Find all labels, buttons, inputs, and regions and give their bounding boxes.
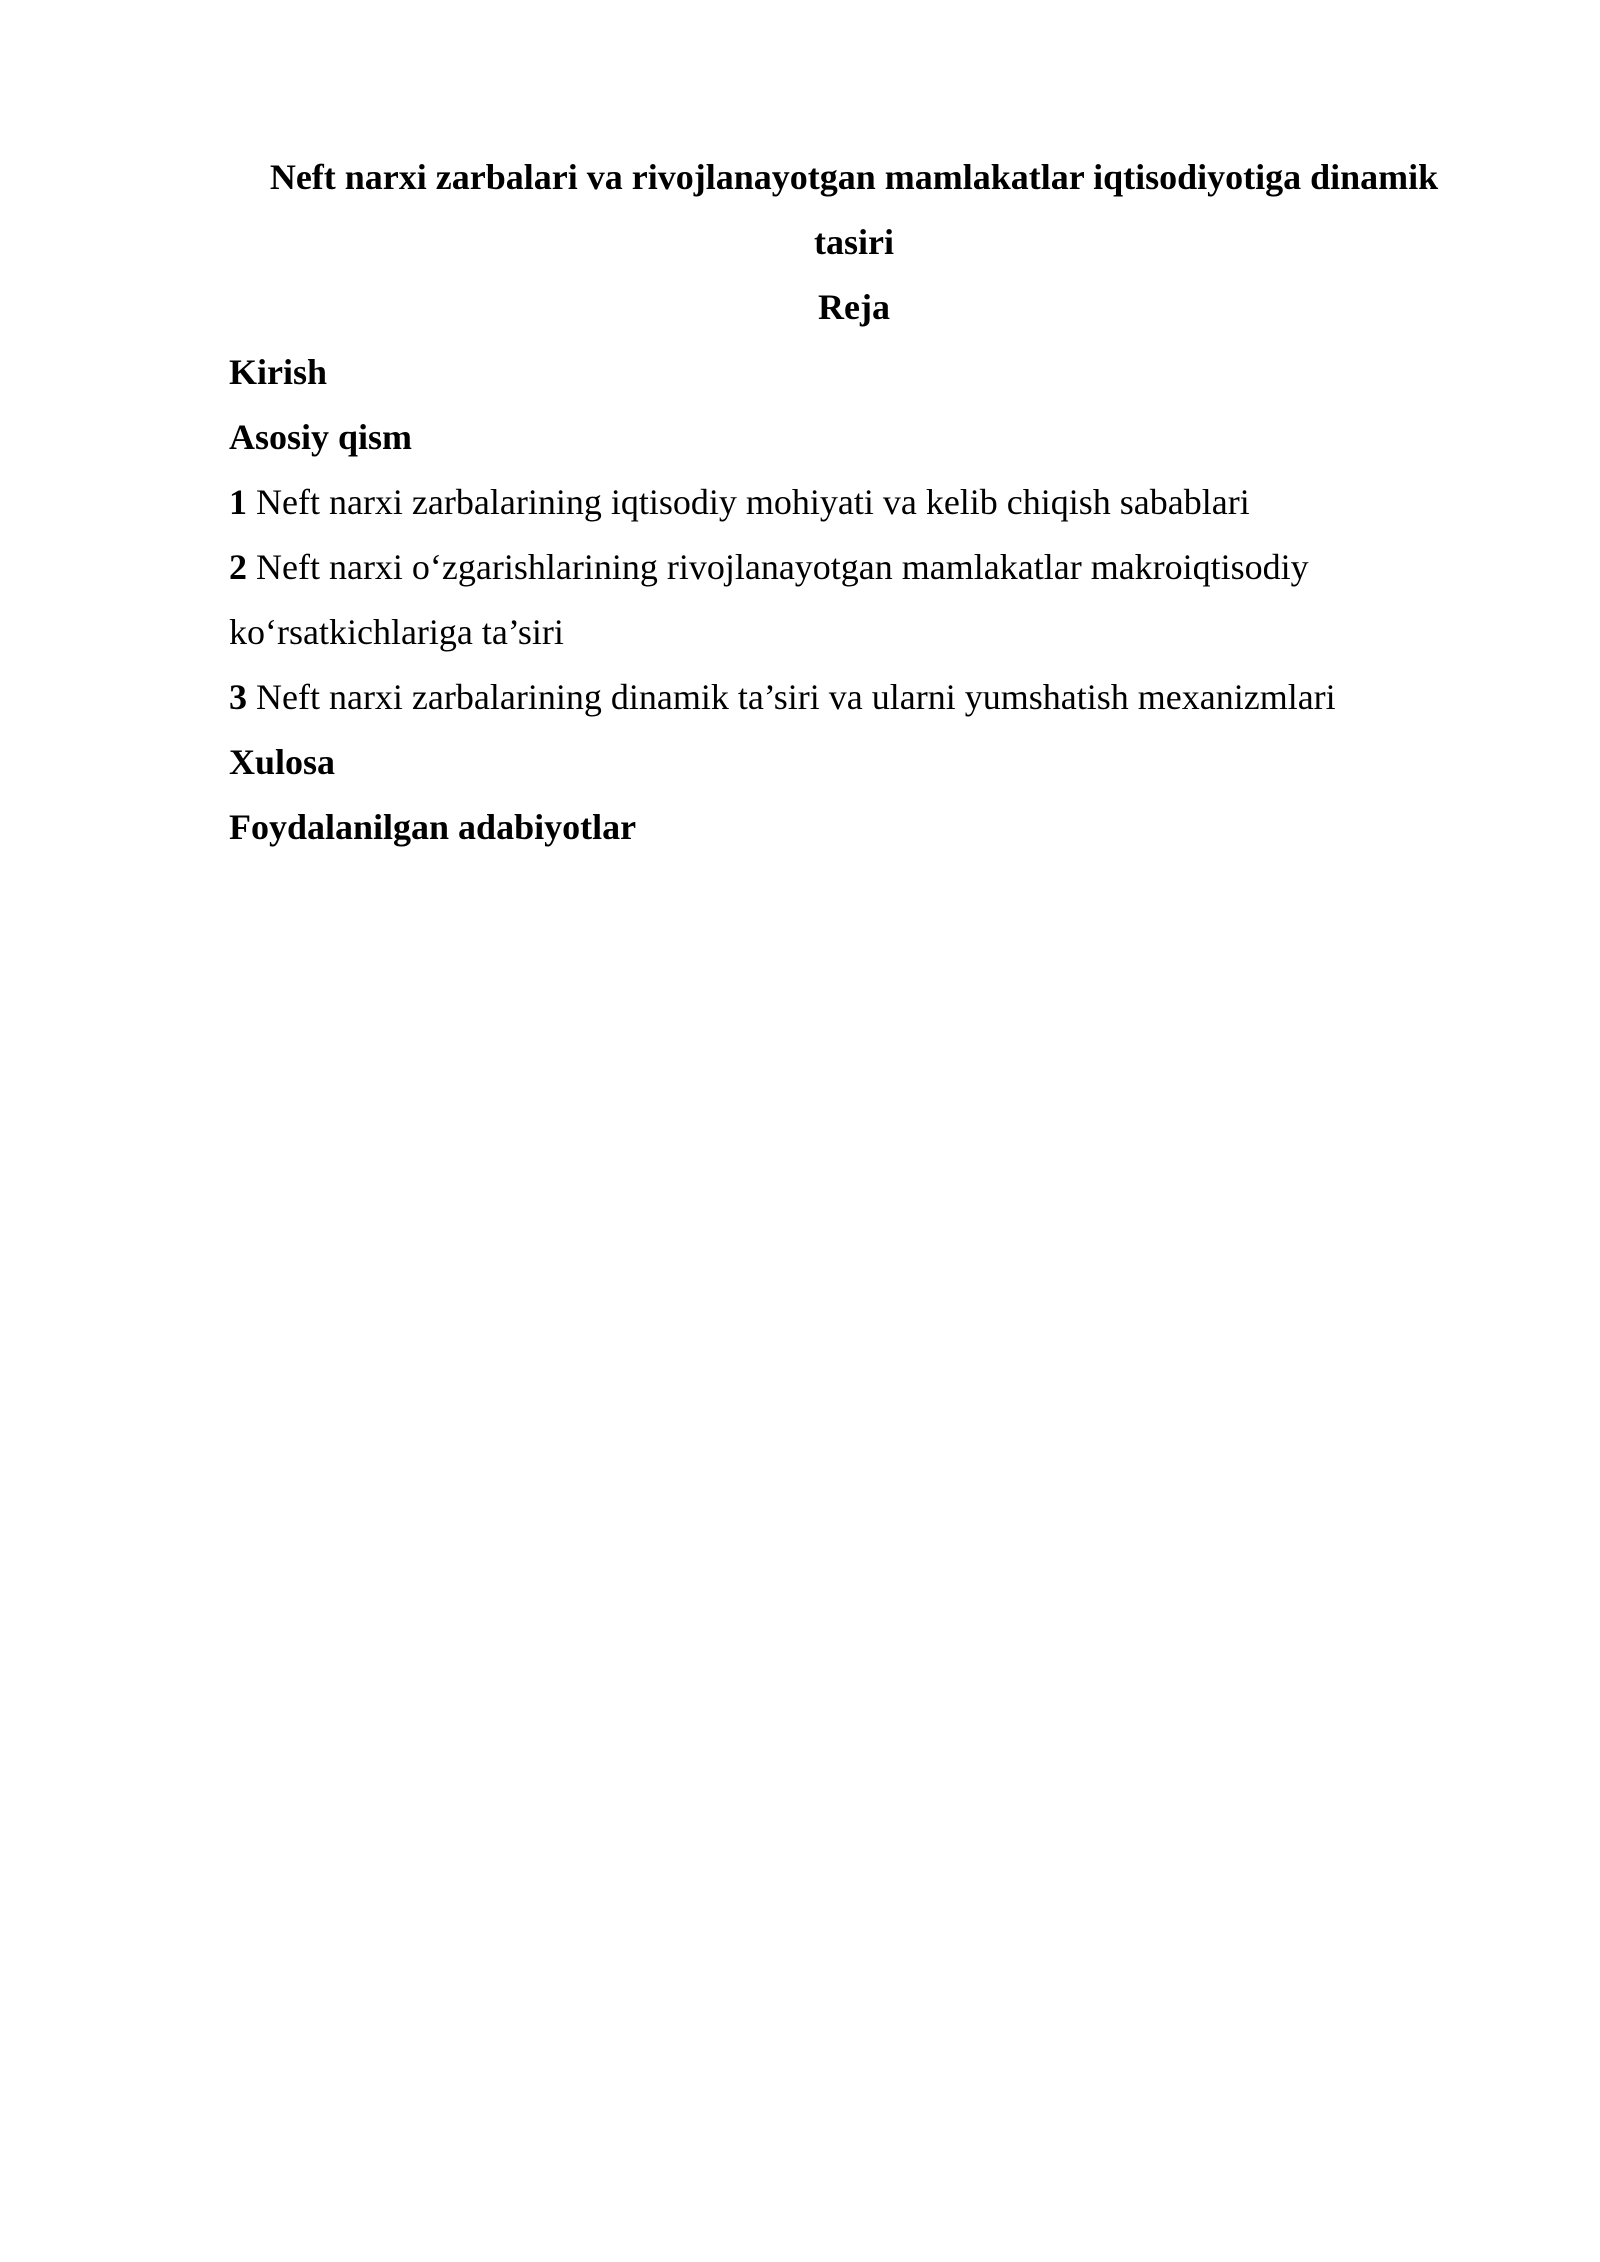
plan-heading: Reja xyxy=(818,287,890,327)
plan-item-text: Neft narxi zarbalarining dinamik ta’siri va ularni yumshatish mexanizmlari xyxy=(256,677,1336,717)
plan-item-number: 2 xyxy=(229,547,247,587)
plan-item-3 xyxy=(229,665,1479,730)
section-references: Foydalanilgan adabiyotlar xyxy=(229,807,637,847)
plan-item-2 xyxy=(229,535,1479,665)
section-main-part: Asosiy qism xyxy=(229,417,413,457)
plan-item-text: Neft narxi o‘zgarishlarining rivojlanayotgan mamlakatlar makroiqtisodiy ko‘rsatkichlariga ta’siri xyxy=(229,547,1309,652)
section-conclusion: Xulosa xyxy=(229,742,336,782)
plan-item-1 xyxy=(229,470,1479,535)
plan-item-text: Neft narxi zarbalarining iqtisodiy mohiyati va kelib chiqish sabablari xyxy=(256,482,1250,522)
document-title: Neft narxi zarbalari va rivojlanayotgan mamlakatlar iqtisodiyotiga dinamik tasiri xyxy=(269,157,1439,262)
document-content xyxy=(229,145,1479,860)
section-intro: Kirish xyxy=(229,352,328,392)
plan-item-number: 1 xyxy=(229,482,247,522)
plan-item-number: 3 xyxy=(229,677,247,717)
